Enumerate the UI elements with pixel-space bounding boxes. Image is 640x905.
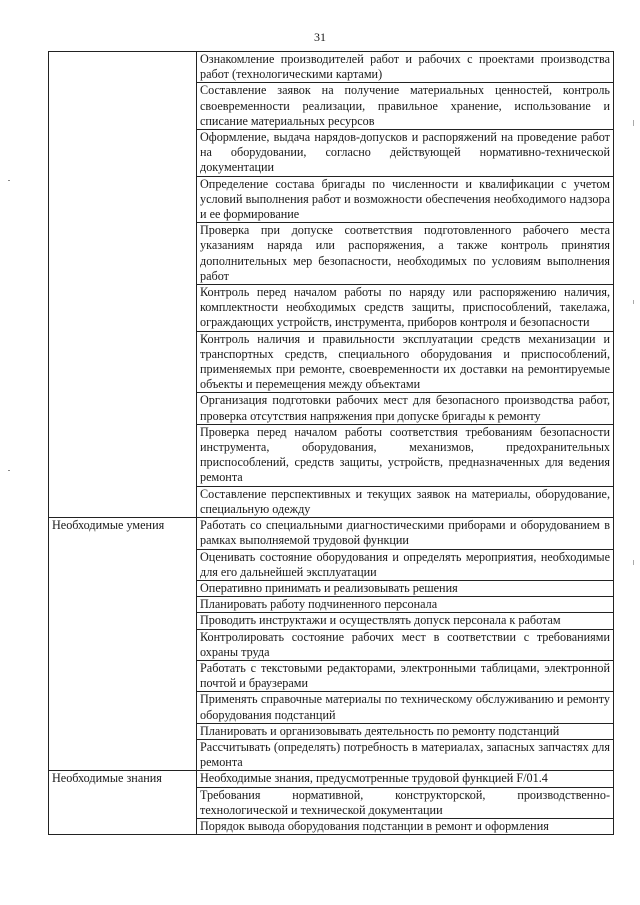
table-cell: Рассчитывать (определять) потребность в материалах, запасных запчастях для ремонта (197, 739, 614, 770)
table-cell: Организация подготовки рабочих мест для безопасного производства работ, проверка отсутствия напряжения при допуске бригады к ремонту (197, 393, 614, 424)
table-cell: Контроль перед началом работы по наряду или распоряжению наличия, комплектности необходимых средств защиты, приспособлений, такелажа, ограждающих устройств, инструмента, приборов контроля и безопасности (197, 285, 614, 332)
page-number: 31 (314, 30, 326, 44)
table-cell: Ознакомление производителей работ и рабочих с проектами производства работ (технологическими картами) (197, 52, 614, 83)
section-label-skills: Необходимые умения (49, 518, 197, 771)
table-row (49, 52, 614, 83)
table-cell: Работать с текстовыми редакторами, электронными таблицами, электронной почтой и браузерами (197, 660, 614, 691)
scan-mark (633, 560, 634, 565)
table-cell: Составление заявок на получение материальных ценностей, контроль своевременности реализации, правильное хранение, использование и списание материальных ресурсов (197, 83, 614, 130)
table-cell: Работать со специальными диагностическими приборами и оборудованием в рамках выполняемой трудовой функции (197, 518, 614, 549)
table-cell: Порядок вывода оборудования подстанции в ремонт и оформления (197, 818, 614, 834)
table-cell: Требования нормативной, конструкторской, производственно-технологической и технической документации (197, 787, 614, 818)
table-cell: Планировать работу подчиненного персонала (197, 597, 614, 613)
table-cell: Определение состава бригады по численности и квалификации с учетом условий выполнения работ и возможности обеспечения необходимого надзора и ее формирование (197, 176, 614, 223)
table-row (49, 771, 614, 787)
table-cell: Проверка перед началом работы соответствия требованиям безопасности инструмента, оборудования, механизмов, предохранительных приспособлений, средств защиты, устройств, предназначенных для ведения ремонта (197, 424, 614, 486)
table-cell: Планировать и организовывать деятельность по ремонту подстанций (197, 723, 614, 739)
requirements-table (48, 51, 614, 835)
scan-mark (633, 120, 634, 126)
table-cell: Проводить инструктажи и осуществлять допуск персонала к работам (197, 613, 614, 629)
scan-mark (8, 470, 10, 471)
scan-mark (8, 180, 10, 181)
table-cell: Применять справочные материалы по техническому обслуживанию и ремонту оборудования подстанций (197, 692, 614, 723)
table-cell: Проверка при допуске соответствия подготовленного рабочего места указаниям наряда или распоряжения, а также контроль принятия дополнительных мер безопасности, необходимых по условиям выполнения работ (197, 223, 614, 285)
table-cell: Контроль наличия и правильности эксплуатации средств механизации и транспортных средств, специального оборудования и приспособлений, применяемых при ремонте, своевременности их доставки на ремонтируемые объекты и перемещения между объектами (197, 331, 614, 393)
table-cell: Составление перспективных и текущих заявок на материалы, оборудование, специальную одежду (197, 486, 614, 517)
table-cell: Оформление, выдача нарядов-допусков и распоряжений на проведение работ на оборудовании, согласно действующей нормативно-технической документации (197, 130, 614, 177)
table-row (49, 518, 614, 549)
row-label (49, 52, 197, 518)
table-cell: Необходимые знания, предусмотренные трудовой функцией F/01.4 (197, 771, 614, 787)
section-label-knowledge: Необходимые знания (49, 771, 197, 835)
table-cell: Контролировать состояние рабочих мест в соответствии с требованиями охраны труда (197, 629, 614, 660)
scan-mark (633, 300, 634, 304)
table-cell: Оперативно принимать и реализовывать решения (197, 580, 614, 596)
table-cell: Оценивать состояние оборудования и определять мероприятия, необходимые для его дальнейшей эксплуатации (197, 549, 614, 580)
